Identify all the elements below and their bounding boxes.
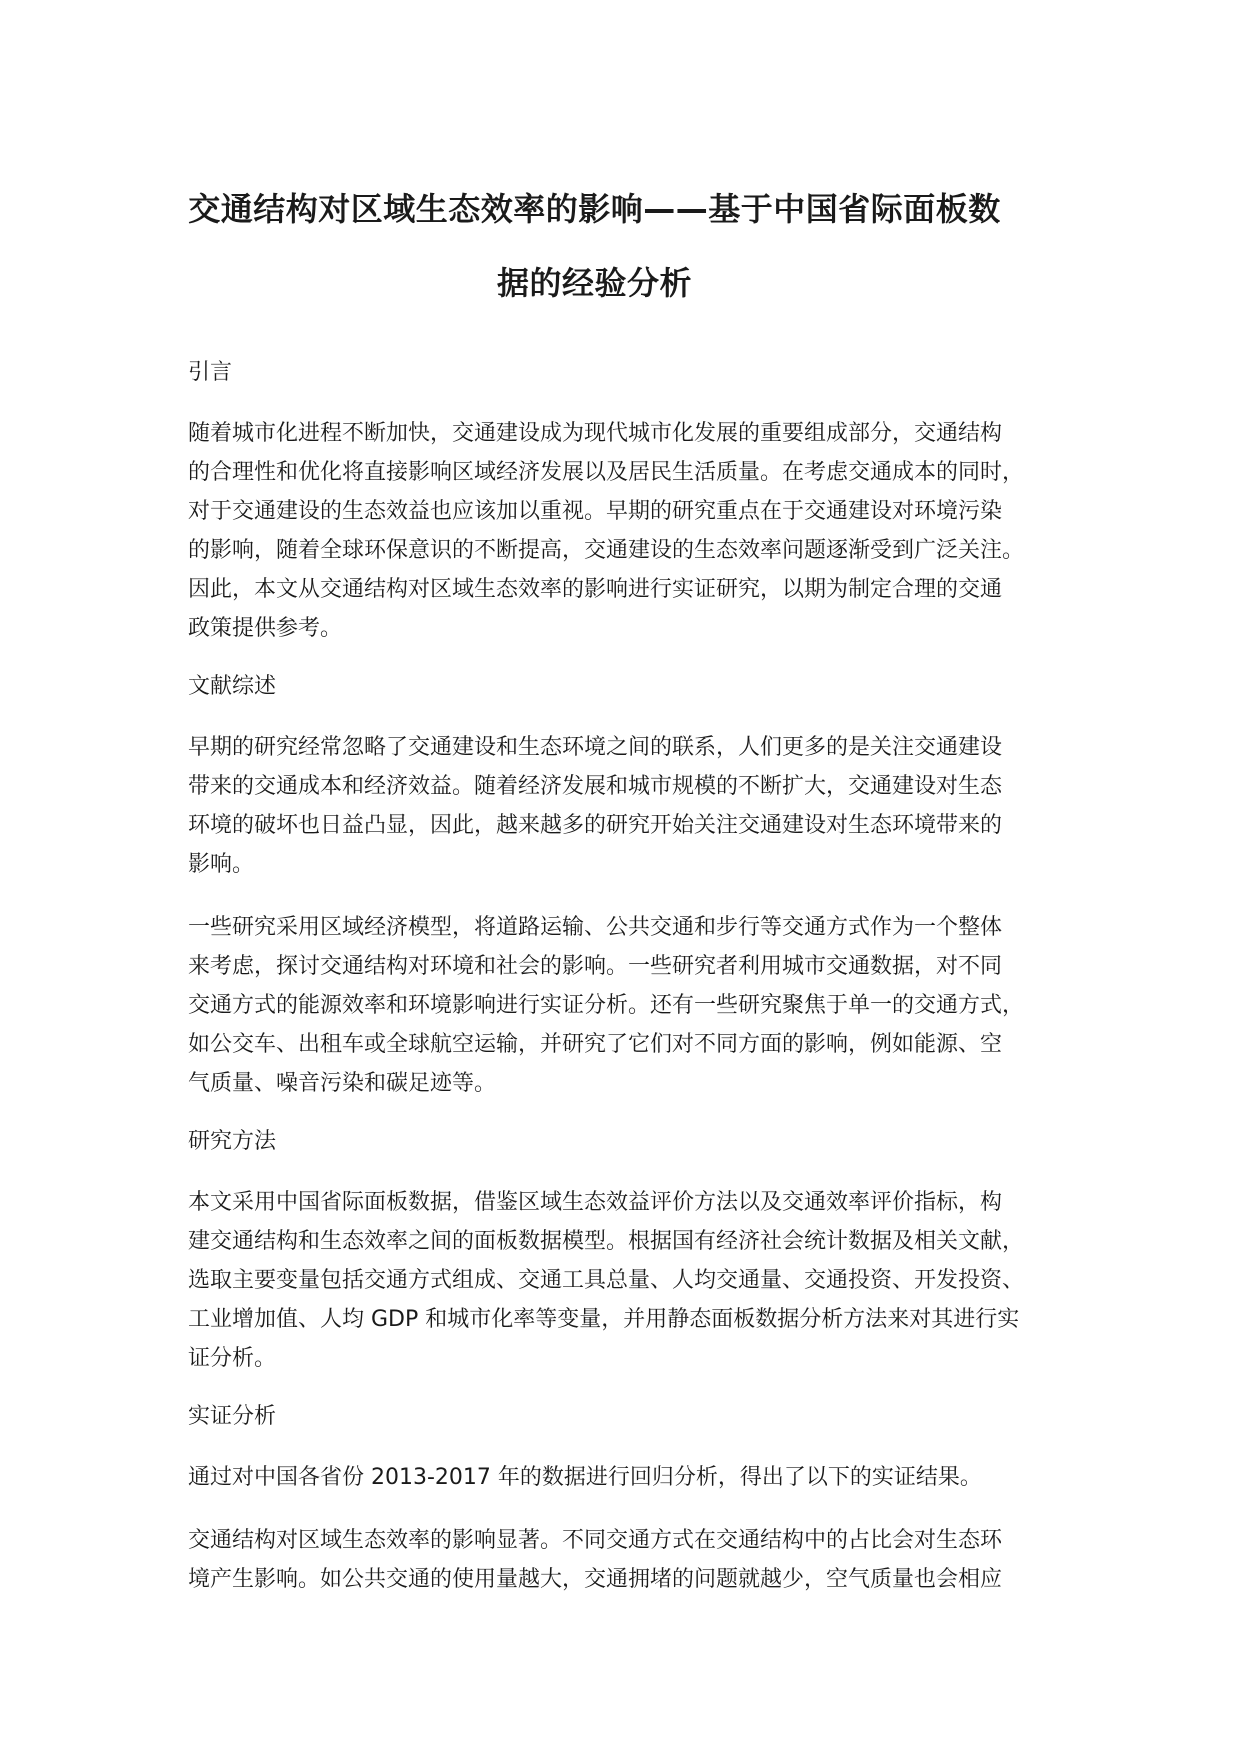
body-paragraph bbox=[188, 1521, 1001, 1599]
text-line: 选取主要变量包括交通方式组成、交通工具总量、人均交通量、交通投资、开发投资、 bbox=[188, 1268, 1025, 1293]
body-paragraph bbox=[188, 908, 1025, 1103]
text-line: 一些研究采用区域经济模型，将道路运输、公共交通和步行等交通方式作为一个整体 bbox=[188, 915, 1003, 940]
body-paragraph bbox=[188, 728, 1001, 884]
body-paragraph bbox=[188, 1183, 1025, 1378]
text-line: 的影响，随着全球环保意识的不断提高，交通建设的生态效率问题逐渐受到广泛关注。 bbox=[188, 538, 1025, 563]
section-heading: 实证分析 bbox=[188, 1404, 277, 1429]
text-line: 来考虑，探讨交通结构对环境和社会的影响。一些研究者利用城市交通数据，对不同 bbox=[188, 954, 1003, 979]
text-line: 证分析。 bbox=[188, 1346, 277, 1371]
text-line: 气质量、噪音污染和碳足迹等。 bbox=[188, 1071, 497, 1096]
body-paragraph bbox=[188, 1458, 1001, 1497]
text-line: 如公交车、出租车或全球航空运输，并研究了它们对不同方面的影响，例如能源、空 bbox=[188, 1032, 1003, 1057]
title-line: 交通结构对区域生态效率的影响——基于中国省际面板数 bbox=[188, 190, 1001, 228]
text-line: 工业增加值、人均 GDP 和城市化率等变量，并用静态面板数据分析方法来对其进行实 bbox=[188, 1307, 1020, 1332]
text-line: 对于交通建设的生态效益也应该加以重视。早期的研究重点在于交通建设对环境污染 bbox=[188, 499, 1003, 524]
text-line: 建交通结构和生态效率之间的面板数据模型。根据国有经济社会统计数据及相关文献， bbox=[188, 1229, 1025, 1254]
text-line: 带来的交通成本和经济效益。随着经济发展和城市规模的不断扩大，交通建设对生态 bbox=[188, 774, 1003, 799]
text-line: 境产生影响。如公共交通的使用量越大，交通拥堵的问题就越少，空气质量也会相应 bbox=[188, 1567, 1003, 1592]
text-line: 的合理性和优化将直接影响区域经济发展以及居民生活质量。在考虑交通成本的同时， bbox=[188, 460, 1025, 485]
text-line: 因此，本文从交通结构对区域生态效率的影响进行实证研究，以期为制定合理的交通 bbox=[188, 577, 1003, 602]
text-line: 影响。 bbox=[188, 852, 255, 877]
text-line: 早期的研究经常忽略了交通建设和生态环境之间的联系，人们更多的是关注交通建设 bbox=[188, 735, 1003, 760]
text-line: 随着城市化进程不断加快，交通建设成为现代城市化发展的重要组成部分，交通结构 bbox=[188, 421, 1003, 446]
section-heading: 引言 bbox=[188, 360, 233, 385]
body-paragraph bbox=[188, 414, 1025, 648]
text-line: 环境的破坏也日益凸显，因此，越来越多的研究开始关注交通建设对生态环境带来的 bbox=[188, 813, 1003, 838]
text-line: 本文采用中国省际面板数据，借鉴区域生态效益评价方法以及交通效率评价指标，构 bbox=[188, 1190, 1003, 1215]
title-line: 据的经验分析 bbox=[496, 264, 692, 302]
text-line: 政策提供参考。 bbox=[188, 616, 343, 641]
text-line: 交通结构对区域生态效率的影响显著。不同交通方式在交通结构中的占比会对生态环 bbox=[188, 1528, 1003, 1553]
document-title bbox=[188, 0, 1001, 320]
section-heading: 研究方法 bbox=[188, 1129, 277, 1154]
document-body bbox=[188, 358, 1025, 1599]
section-heading: 文献综述 bbox=[188, 674, 277, 699]
text-line: 交通方式的能源效率和环境影响进行实证分析。还有一些研究聚焦于单一的交通方式， bbox=[188, 993, 1025, 1018]
text-line: 通过对中国各省份 2013-2017 年的数据进行回归分析，得出了以下的实证结果。 bbox=[188, 1465, 982, 1490]
